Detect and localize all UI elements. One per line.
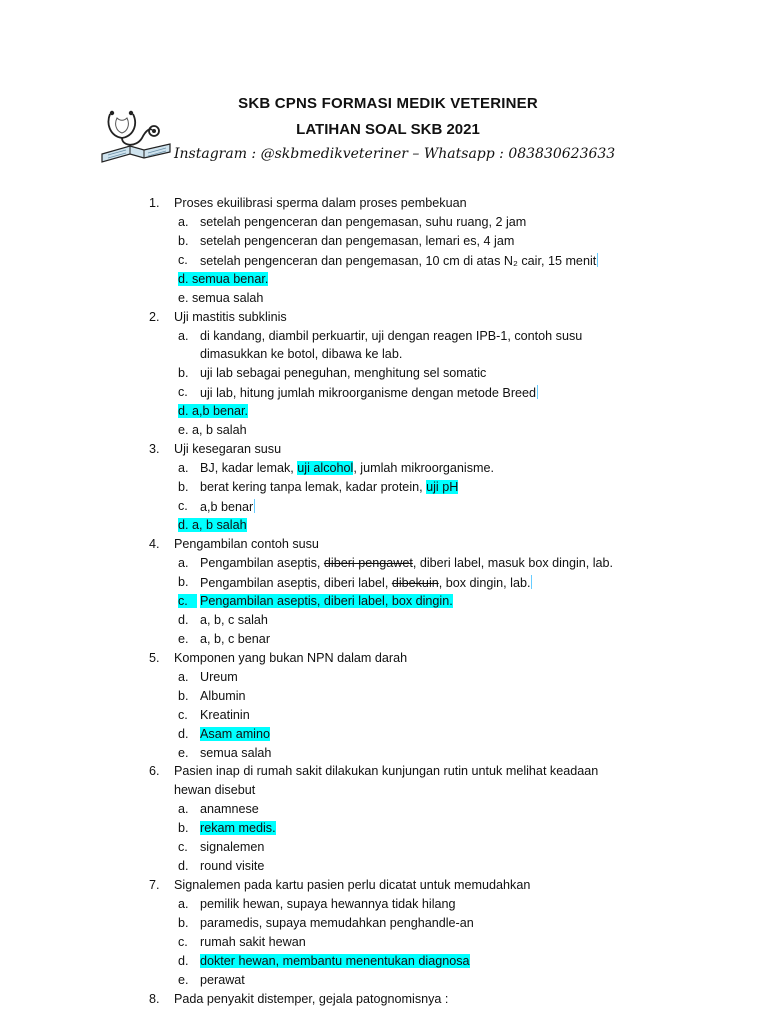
document-title: SKB CPNS FORMASI MEDIK VETERINER [238, 95, 538, 112]
struck-text: diberi pengawet [323, 556, 413, 570]
contact-line: Instagram : @skbmedikveteriner – Whatsapp : 083830623633 [174, 146, 616, 162]
text-cursor-mark [531, 575, 532, 589]
struck-text: dibekuin [391, 576, 439, 590]
highlighted-phrase: uji alcohol [297, 461, 354, 475]
document-subtitle: LATIHAN SOAL SKB 2021 [296, 121, 480, 138]
text-cursor-mark [597, 253, 598, 267]
question-number: 1. [149, 196, 160, 210]
text-cursor-mark [537, 385, 538, 399]
text-cursor-mark [254, 499, 255, 513]
question-text: Proses ekuilibrasi sperma dalam proses pembekuan [174, 196, 467, 210]
document-page: SKB CPNS FORMASI MEDIK VETERINER LATIHAN SOAL SKB 2021 Instagram : @skbmedikveteriner – Whatsapp : 083830623633 1. Proses ekuilibrasi sperma dalam proses pembekuan a. setelah pengenceran dan pengemasan, suhu ruang, 2 jam b. setelah pengenceran dan pengemasan, lemari es, 4 jam c. setelah pengenceran dan pengemasan, 10 cm di atas N₂ cair, 15 menit d. semua benar. e. semua salah 2. Uji mastitis subklinis a. di kandang, diambil perkuartir, uji dengan reagen IPB-1, contoh susu dimasukkan ke botol, dibawa ke lab. b. uji lab sebagai peneguhan, menghitung sel somatic c. uji lab, hitung jumlah mikroorganisme dengan metode Breed d. a,b benar. e. a, b salah 3. Uji kesegaran susu a. BJ, kadar lemak, uji alcohol, jumlah mikroorganisme. b. berat kering tanpa lemak, kadar protein, uji pH c. a,b benar d. a, b salah 4. Pengambilan contoh susu a. Pengambilan aseptis, diberi pengawet, diberi label, masuk box dingin, lab. b. Pengambilan aseptis, diberi label, dibekuin, box dingin, lab. c. Pengambilan aseptis, diberi label, box dingin. d. a, b, c salah e. a, b, c benar 5. Komponen yang bukan NPN dalam darah a. Ureum b. Albumin c. Kreatinin d. Asam amino e. semua salah 6. Pasien inap di rumah sakit dilakukan kunjungan rutin untuk melihat keadaan hewan disebut a. anamnese b. rekam medis. c. signalemen d. round visite 7. Signalemen pada kartu pasien perlu dicatat untuk memudahkan a. pemilik hewan, supaya hewannya tidak hilang b. paramedis, supaya memudahkan penghandle-an c. rumah sakit hewan d. dokter hewan, membantu menentukan diagnosa e. perawat 8. Pada penyakit distemper, gejala patognomisnya : [0, 0, 768, 1024]
highlighted-phrase: uji pH [426, 480, 459, 494]
